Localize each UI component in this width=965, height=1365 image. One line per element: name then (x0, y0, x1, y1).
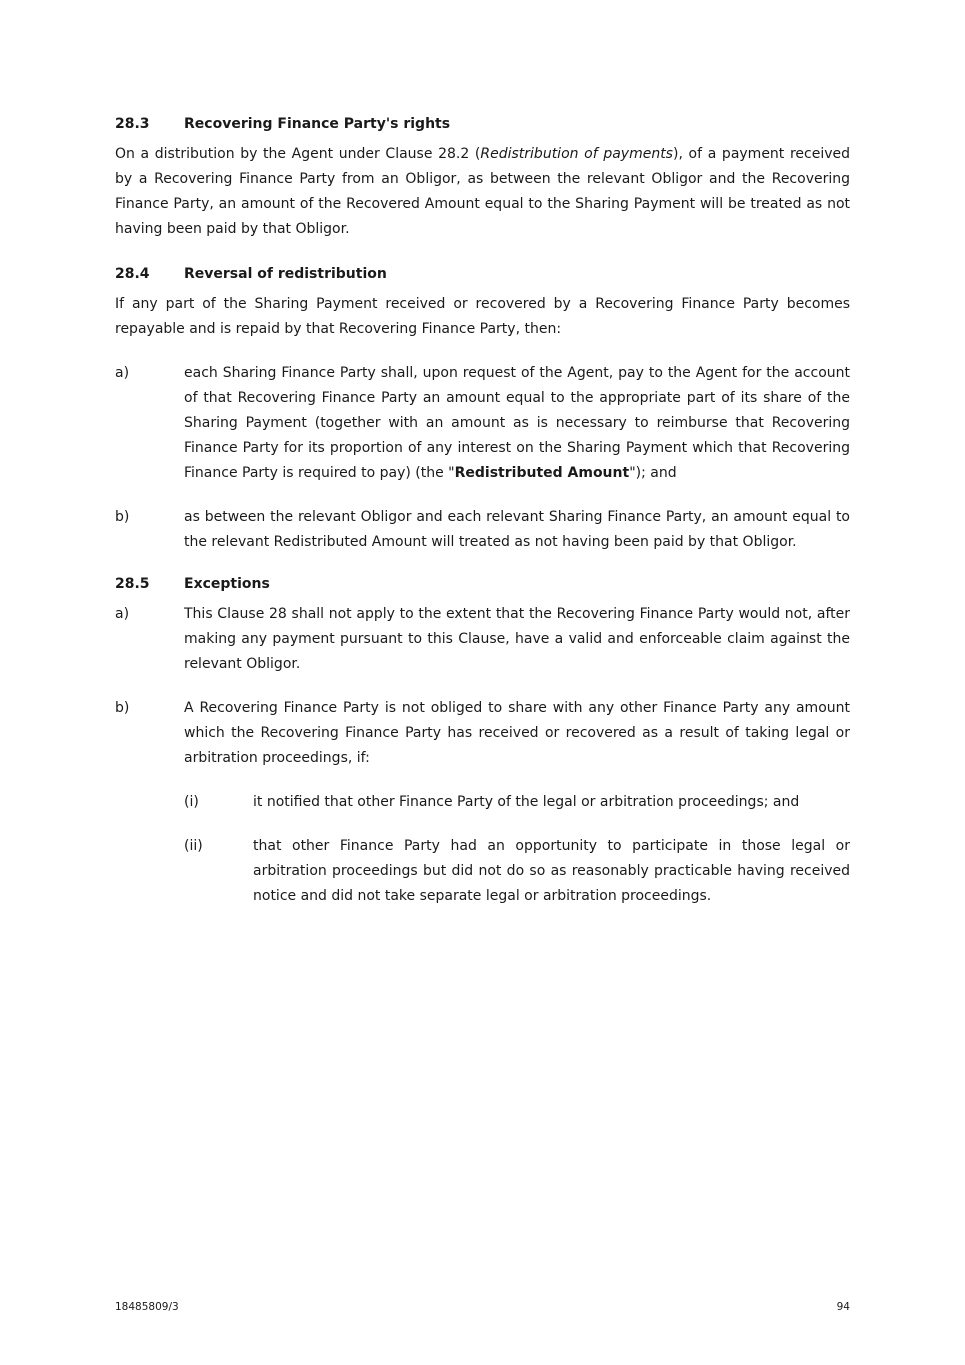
page-number: 94 (836, 1301, 850, 1313)
section-28-5 (115, 574, 850, 909)
section-28-3 (115, 114, 850, 242)
sub-list-item (184, 790, 850, 815)
section-paragraph (115, 142, 850, 242)
section-28-4 (115, 264, 850, 555)
list-item (115, 361, 850, 486)
list-label: b) (115, 700, 130, 716)
page-footer (115, 1300, 850, 1314)
paragraph-text: ), of a payment received by a Recovering Finance Party from an Obligor, as between the relevant Obligor and the Recovering Finance Party, an amount of the Recovered Amount equal to the Sharing Payment will be treated as not having been paid by that Obligor. (115, 146, 850, 237)
clause-reference: Redistribution of payments (480, 146, 673, 162)
section-title: Recovering Finance Party's rights (184, 116, 451, 132)
list-item (115, 696, 850, 909)
list-text: A Recovering Finance Party is not obliged to share with any other Finance Party any amount which the Recovering Finance Party has received or recovered as a result of taking legal or arbitration proceedings, if: (184, 700, 850, 766)
list-label: b) (115, 509, 130, 525)
section-number: 28.3 (115, 116, 150, 132)
section-number: 28.4 (115, 266, 150, 282)
document-reference: 18485809/3 (115, 1301, 179, 1313)
section-heading (115, 574, 850, 594)
sub-list-text: it notified that other Finance Party of the legal or arbitration proceedings; and (253, 794, 800, 810)
sub-list-label: (ii) (184, 838, 203, 854)
document-page (115, 114, 850, 931)
section-title: Reversal of redistribution (184, 266, 387, 282)
section-heading (115, 114, 850, 134)
paragraph-text: On a distribution by the Agent under Clause 28.2 ( (115, 146, 481, 162)
list-item (115, 505, 850, 555)
list-label: a) (115, 606, 130, 622)
list-label: a) (115, 365, 130, 381)
list-text: This Clause 28 shall not apply to the extent that the Recovering Finance Party would not, after making any payment pursuant to this Clause, have a valid and enforceable claim against the relevant Obligor. (184, 606, 850, 672)
section-title: Exceptions (184, 576, 270, 592)
list-text: as between the relevant Obligor and each relevant Sharing Finance Party, an amount equal to the relevant Redistributed Amount will treated as not having been paid by that Obligor. (184, 509, 850, 550)
defined-term: Redistributed Amount (454, 465, 630, 481)
section-heading (115, 264, 850, 284)
sub-list-text: that other Finance Party had an opportunity to participate in those legal or arbitration proceedings but did not do so as reasonably practicable having received notice and did not take separate legal or arbitration proceedings. (253, 838, 850, 904)
list-text-part: "); and (629, 465, 677, 481)
sub-list-label: (i) (184, 794, 199, 810)
section-number: 28.5 (115, 576, 150, 592)
list-text (184, 361, 850, 486)
section-intro: If any part of the Sharing Payment received or recovered by a Recovering Finance Party becomes repayable and is repaid by that Recovering Finance Party, then: (115, 296, 850, 337)
list-item (115, 602, 850, 677)
list-text-part: each Sharing Finance Party shall, upon request of the Agent, pay to the Agent for the account of that Recovering Finance Party an amount equal to the appropriate part of its share of the Sharing Payment (together with an amount as is necessary to reimburse that Recovering Finance Party for its proportion of any interest on the Sharing Payment which that Recovering Finance Party is required to pay) (the " (184, 365, 850, 481)
list-body (184, 696, 850, 909)
sub-list-item (184, 834, 850, 909)
